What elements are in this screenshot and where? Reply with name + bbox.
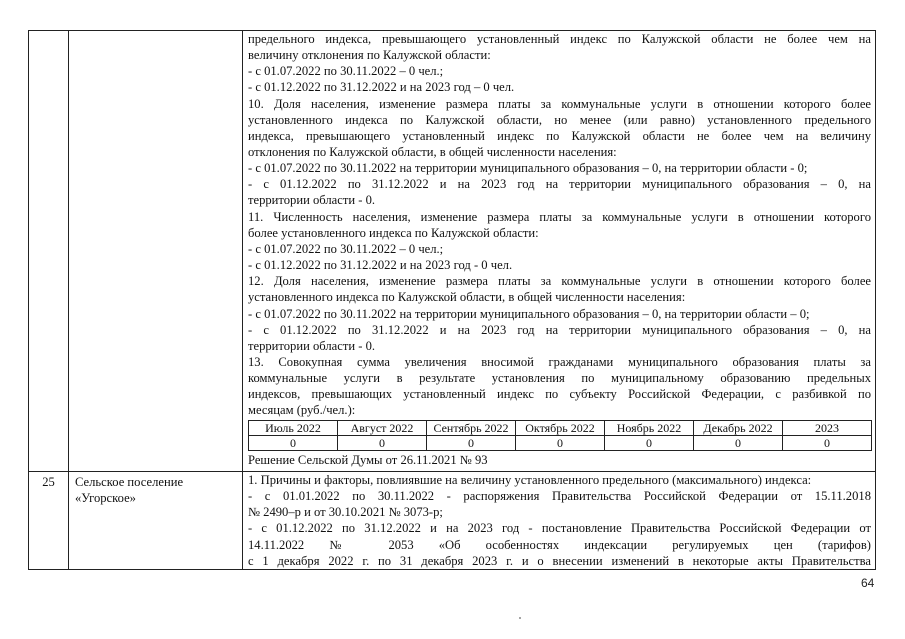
text-line: индекса, превышающего установленный индекс по Калужской области не более чем на величину [248, 128, 871, 143]
text-line: - с 01.07.2022 по 30.11.2022 – 0 чел.; [248, 241, 444, 256]
text-line: - с 01.07.2022 по 30.11.2022 на территории муниципального образования – 0, на территории области - 0; [248, 161, 808, 176]
text-line: установленного индекса по Калужской области, в общей численности населения: [248, 290, 686, 305]
text-line: № 2490–р и от 30.10.2021 № 3073-р; [248, 505, 443, 520]
month-header: Декабрь 2022 [694, 420, 783, 435]
month-header: Сентябрь 2022 [427, 420, 516, 435]
month-value: 0 [783, 435, 872, 450]
text-line: 14.11.2022 № 2053 «Об особенностях индексации регулируемых цен (тарифов) [248, 537, 871, 552]
municipality-name: Сельское поселение [75, 475, 184, 489]
text-line: - с 01.07.2022 по 30.11.2022 – 0 чел.; [248, 64, 444, 79]
page-number: 64 [861, 576, 875, 590]
indices-table [28, 30, 876, 570]
text-line: - с 01.12.2022 по 31.12.2022 и на 2023 год на территории муниципального образования – 0, на [248, 177, 871, 192]
municipality-cell [69, 31, 243, 472]
text-line: индексов, превышающих установленный индекс по субъекту Российской Федерации, с разбивкой по [248, 387, 871, 402]
table-row [29, 472, 876, 570]
month-value: 0 [694, 435, 783, 450]
details-cell [243, 472, 876, 570]
month-header: Октябрь 2022 [516, 420, 605, 435]
scan-speck [519, 617, 521, 619]
text-line: - с 01.07.2022 по 30.11.2022 на территории муниципального образования – 0, на территории области – 0; [248, 306, 810, 321]
text-line: с 1 декабря 2022 г. по 31 декабря 2023 г. и о внесении изменений в некоторые акты Правительства [248, 553, 871, 568]
text-line: месяцам (руб./чел.): [248, 403, 356, 418]
month-header: Ноябрь 2022 [605, 420, 694, 435]
table-row [29, 31, 876, 472]
text-line: коммунальные услуги в результате установления по муниципальному образованию предельных [248, 371, 871, 386]
decision-reference: Решение Сельской Думы от 26.11.2021 № 93 [248, 452, 488, 467]
text-line: величину отклонения по Калужской области: [248, 48, 491, 63]
text-line: 11. Численность населения, изменение размера платы за коммунальные услуги в отношении которого [248, 209, 871, 224]
text-line: установленного индекса по Калужской области, но менее (или равно) установленного предельного [248, 112, 871, 127]
month-value: 0 [516, 435, 605, 450]
details-cell [243, 31, 876, 472]
text-line: - с 01.12.2022 по 31.12.2022 и на 2023 год – 0 чел. [248, 80, 515, 95]
text-line: - с 01.12.2022 по 31.12.2022 и на 2023 год на территории муниципального образования – 0, на [248, 322, 871, 337]
month-header: Август 2022 [338, 420, 427, 435]
text-line: - с 01.12.2022 по 31.12.2022 и на 2023 год - 0 чел. [248, 258, 513, 273]
text-line: территории области - 0. [248, 193, 376, 208]
municipality-name: «Угорское» [75, 491, 136, 505]
months-value-row [249, 435, 872, 450]
text-line: 12. Доля населения, изменение размера платы за коммунальные услуги в отношении которого более [248, 274, 871, 289]
month-header: 2023 [783, 420, 872, 435]
row-number-cell [29, 31, 69, 472]
month-value: 0 [427, 435, 516, 450]
text-line: территории области - 0. [248, 338, 376, 353]
months-header-row [249, 420, 872, 435]
monthly-sum-table [248, 420, 872, 451]
text-line: 13. Совокупная сумма увеличения вносимой гражданами муниципального образования платы за [248, 355, 871, 369]
text-line: предельного индекса, превышающего установленный индекс по Калужской области не более чем на [248, 32, 871, 46]
text-line: 10. Доля населения, изменение размера платы за коммунальные услуги в отношении которого более [248, 96, 871, 111]
text-line: - с 01.01.2022 по 30.11.2022 - распоряжения Правительства Российской Федерации от 15.11.2018 [248, 489, 871, 504]
text-line: - с 01.12.2022 по 31.12.2022 и на 2023 год - постановление Правительства Российской Федерации от [248, 521, 871, 536]
text-line: более установленного индекса по Калужской области: [248, 225, 539, 240]
month-value: 0 [605, 435, 694, 450]
row-number-cell: 25 [29, 472, 69, 570]
municipality-cell [69, 472, 243, 570]
text-line: отклонения по Калужской области, в общей численности населения: [248, 145, 617, 160]
month-value: 0 [338, 435, 427, 450]
month-header: Июль 2022 [249, 420, 338, 435]
text-line: 1. Причины и факторы, повлиявшие на величину установленного предельного (максимального) индекса: [248, 473, 812, 487]
month-value: 0 [249, 435, 338, 450]
